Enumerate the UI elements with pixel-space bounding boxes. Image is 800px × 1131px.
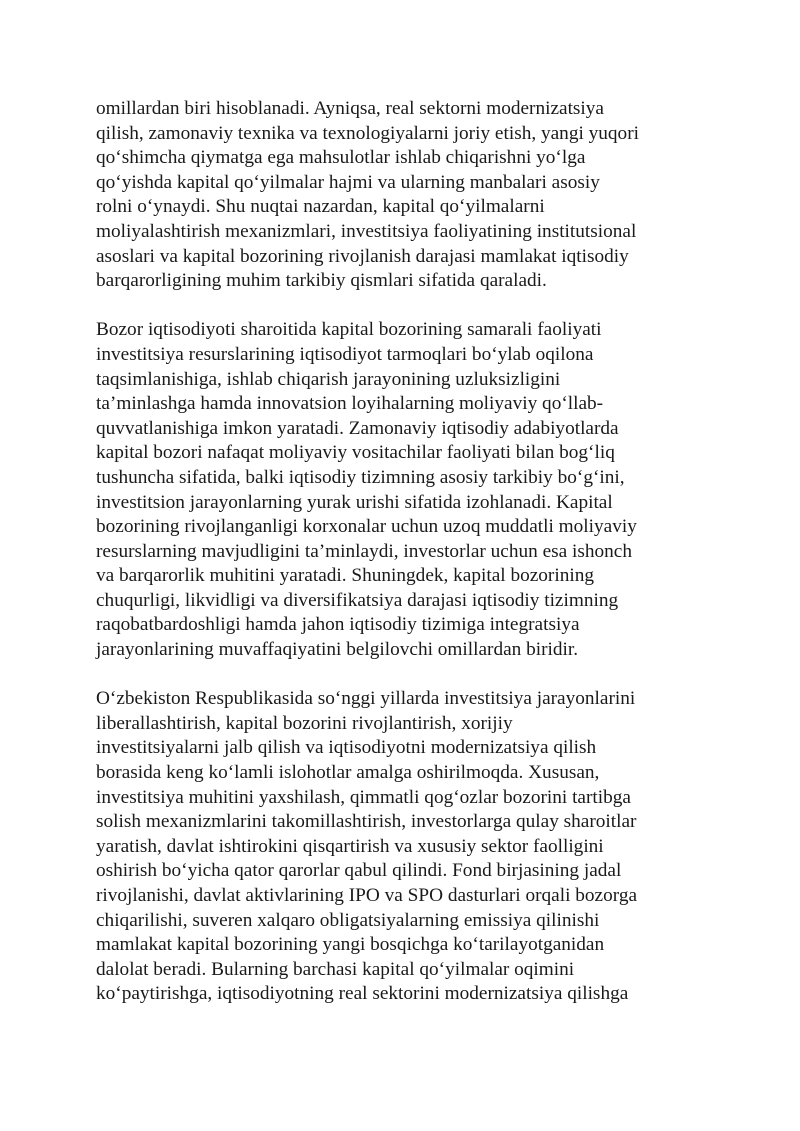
text-line: asoslari va kapital bozorining rivojlanish darajasi mamlakat iqtisodiy [96, 245, 629, 267]
text-line: tushuncha sifatida, balki iqtisodiy tizimning asosiy tarkibiy bo‘g‘ini, [96, 466, 625, 488]
body-text [96, 97, 716, 1032]
text-line: investitsiya resurslarining iqtisodiyot tarmoqlari bo‘ylab oqilona [96, 343, 594, 365]
text-line: investitsion jarayonlarning yurak urishi sifatida izohlanadi. Kapital [96, 491, 613, 513]
text-line: omillardan biri hisoblanadi. Ayniqsa, real sektorni modernizatsiya [96, 98, 604, 119]
text-line: investitsiyalarni jalb qilish va iqtisodiyotni modernizatsiya qilish [96, 737, 597, 759]
text-line: liberallashtirish, kapital bozorini rivojlantirish, xorijiy [96, 712, 513, 734]
paragraph-1 [96, 97, 716, 294]
text-line: bozorining rivojlanganligi korxonalar uchun uzoq muddatli moliyaviy [96, 516, 637, 538]
text-line: chiqarilishi, suveren xalqaro obligatsiyalarning emissiya qilinishi [96, 909, 600, 931]
text-line: qilish, zamonaviy texnika va texnologiyalarni joriy etish, yangi yuqori [96, 122, 639, 144]
text-line: oshirish bo‘yicha qator qarorlar qabul qilindi. Fond birjasining jadal [96, 860, 622, 882]
text-line: kapital bozori nafaqat moliyaviy vositachilar faoliyati bilan bog‘liq [96, 442, 615, 464]
text-line: qo‘shimcha qiymatga ega mahsulotlar ishlab chiqarishni yo‘lga [96, 147, 586, 169]
text-line: rolni o‘ynaydi. Shu nuqtai nazardan, kapital qo‘yilmalarni [96, 196, 545, 218]
paragraph-3 [96, 687, 716, 1007]
text-line: moliyalashtirish mexanizmlari, investitsiya faoliyatining institutsional [96, 220, 637, 242]
text-line: taqsimlanishiga, ishlab chiqarish jarayonining uzluksizligini [96, 368, 561, 390]
paragraph-2 [96, 318, 716, 662]
text-line: dalolat beradi. Bularning barchasi kapital qo‘yilmalar oqimini [96, 958, 575, 980]
text-line: O‘zbekiston Respublikasida so‘nggi yillarda investitsiya jarayonlarini [96, 688, 636, 710]
text-line: resurslarning mavjudligini ta’minlaydi, investorlar uchun esa ishonch [96, 540, 633, 562]
text-line: rivojlanishi, davlat aktivlarining IPO va SPO dasturlari orqali bozorga [96, 885, 638, 906]
text-line: solish mexanizmlarini takomillashtirish, investorlarga qulay sharoitlar [96, 811, 637, 833]
text-line: va barqarorlik muhitini yaratadi. Shuningdek, kapital bozorining [96, 565, 594, 587]
text-line: borasida keng ko‘lamli islohotlar amalga oshirilmoqda. Xususan, [96, 762, 600, 784]
text-line: raqobatbardoshligi hamda jahon iqtisodiy tizimiga integratsiya [96, 614, 580, 636]
text-line: mamlakat kapital bozorining yangi bosqichga ko‘tarilayotganidan [96, 934, 605, 956]
text-line: qo‘yishda kapital qo‘yilmalar hajmi va ularning manbalari asosiy [96, 171, 600, 193]
text-line: yaratish, davlat ishtirokini qisqartirish va xususiy sektor faolligini [96, 835, 604, 857]
text-line: ta’minlashga hamda innovatsion loyihalarning moliyaviy qo‘llab- [96, 393, 604, 415]
text-line: investitsiya muhitini yaxshilash, qimmatli qog‘ozlar bozorini tartibga [96, 786, 631, 808]
text-line: ko‘paytirishga, iqtisodiyotning real sektorini modernizatsiya qilishga [96, 983, 629, 1005]
text-line: quvvatlanishiga imkon yaratadi. Zamonaviy iqtisodiy adabiyotlarda [96, 417, 619, 439]
text-line: chuqurligi, likvidligi va diversifikatsiya darajasi iqtisodiy tizimning [96, 589, 619, 611]
text-line: barqarorligining muhim tarkibiy qismlari sifatida qaraladi. [96, 270, 547, 292]
text-line: Bozor iqtisodiyoti sharoitida kapital bozorining samarali faoliyati [96, 319, 602, 341]
text-line: jarayonlarining muvaffaqiyatini belgilovchi omillardan biridir. [96, 639, 579, 661]
